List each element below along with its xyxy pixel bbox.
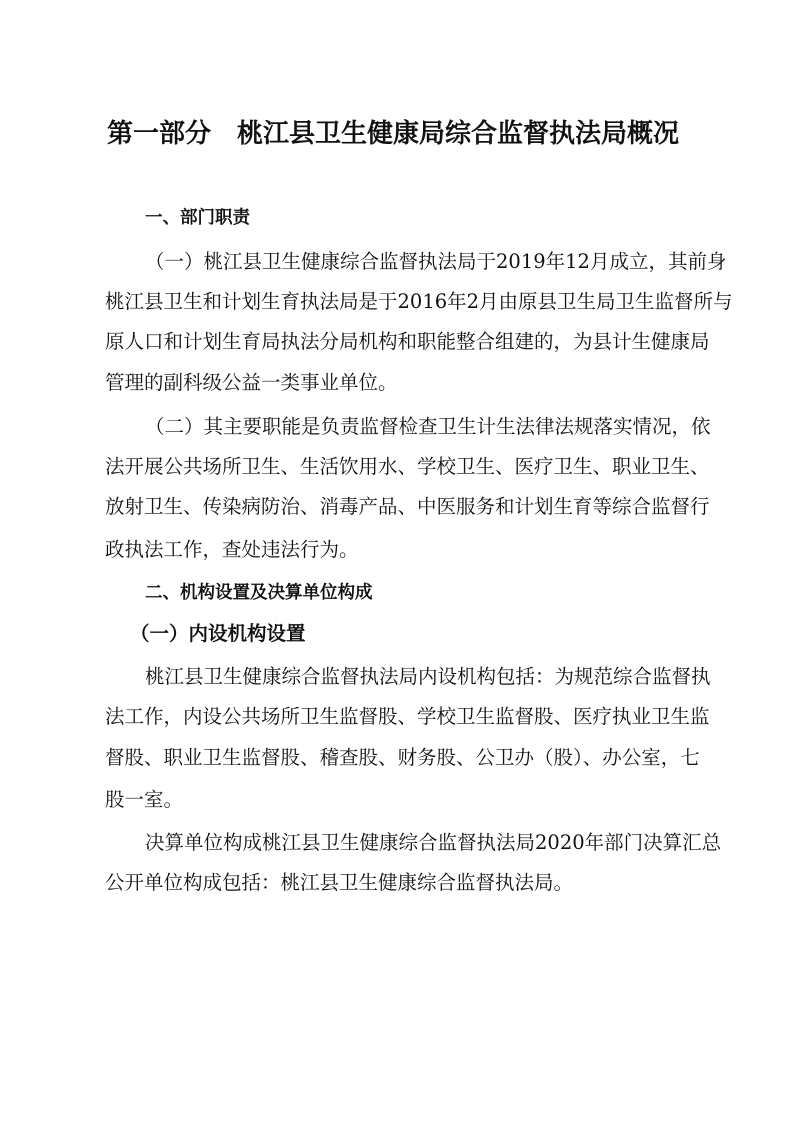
paragraph-line: 原人口和计划生育局执法分局机构和职能整合组建的，为县计生健康局: [105, 330, 710, 353]
subsection-heading: （一）内设机构设置: [130, 622, 306, 645]
paragraph-line: 督股、职业卫生监督股、稽查股、财务股、公卫办（股）、办公室，七: [105, 746, 700, 769]
paragraph-line: （一）桃江县卫生健康综合监督执法局于2019年12月成立，其前身: [145, 250, 727, 273]
paragraph-line: 放射卫生、传染病防治、消毒产品、中医服务和计划生育等综合监督行: [105, 495, 710, 518]
section-heading-structure: 二、机构设置及决算单位构成: [145, 583, 373, 603]
paragraph-line: 法工作，内设公共场所卫生监督股、学校卫生监督股、医疗执业卫生监: [105, 705, 710, 728]
page-title: 第一部分 桃江县卫生健康局综合监督执法局概况: [107, 119, 680, 149]
paragraph-line: 桃江县卫生健康综合监督执法局内设机构包括：为规范综合监督执: [145, 665, 711, 688]
paragraph-line: 法开展公共场所卫生、生活饮用水、学校卫生、医疗卫生、职业卫生、: [105, 455, 710, 478]
paragraph-line: （二）其主要职能是负责监督检查卫生计生法律法规落实情况，依: [145, 415, 711, 438]
paragraph-line: 桃江县卫生和计划生育执法局是于2016年2月由原县卫生局卫生监督所与: [105, 290, 733, 313]
paragraph-line: 管理的副科级公益一类事业单位。: [105, 371, 398, 394]
paragraph-line: 决算单位构成桃江县卫生健康综合监督执法局2020年部门决算汇总: [145, 831, 722, 854]
paragraph-line: 公开单位构成包括：桃江县卫生健康综合监督执法局。: [105, 871, 574, 894]
paragraph-line: 政执法工作，查处违法行为。: [105, 538, 359, 561]
paragraph-line: 股一室。: [105, 788, 184, 811]
section-heading-duties: 一、部门职责: [145, 208, 250, 228]
